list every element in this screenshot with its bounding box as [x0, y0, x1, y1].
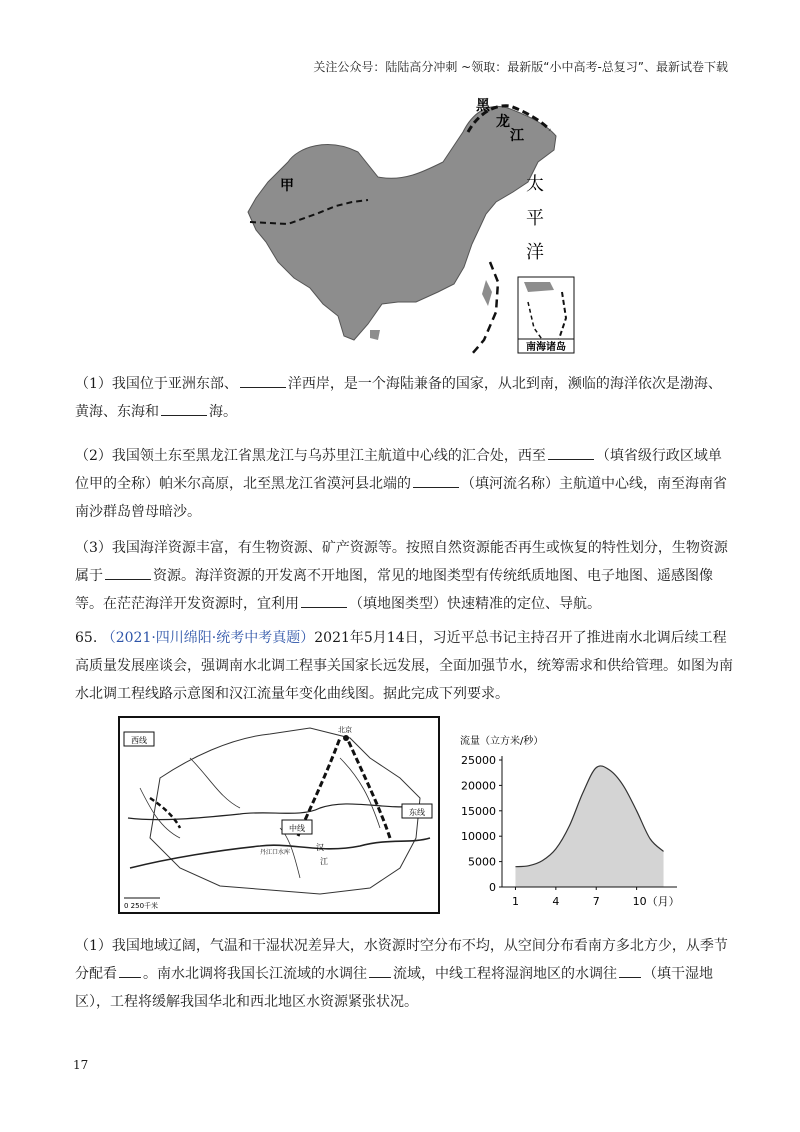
label-ping: 平	[526, 208, 544, 229]
label-beijing: 北京	[338, 726, 352, 734]
question-number: 65.	[75, 630, 98, 646]
answer-blank[interactable]	[369, 963, 391, 978]
y-tick-label: 25000	[461, 754, 496, 767]
answer-blank[interactable]	[301, 593, 347, 608]
label-yang: 洋	[526, 242, 544, 263]
y-tick-label: 20000	[461, 779, 496, 793]
china-map	[228, 92, 580, 360]
answer-blank[interactable]	[119, 963, 141, 978]
east-coast-boundary	[472, 262, 498, 354]
answer-blank[interactable]	[619, 963, 641, 978]
page-number: 17	[73, 1058, 89, 1072]
label-jiang: 江	[320, 857, 328, 866]
label-tai: 太	[526, 174, 544, 195]
y-tick-label: 0	[489, 881, 496, 894]
inset-label: 南海诸岛	[526, 342, 566, 353]
water-diversion-map	[118, 716, 440, 914]
label-danjiangkou: 丹江口水库	[260, 849, 291, 856]
q65-stem: 65. （2021·四川绵阳·统考中考真题）2021年5月14日，习近平总书记主持召开了推进南水北调后续工程高质量发展座谈会，强调南水北调工程事关国家长远发展，全面加强节水，统筹需求和供给管理。如图为南水北调工程线路示意图和汉江流量年变化曲线图。据此完成下列要求。	[75, 630, 733, 702]
label-jiang: 江	[510, 128, 524, 144]
taiwan	[482, 280, 492, 306]
flow-area	[515, 766, 663, 887]
x-tick-label: 4	[552, 895, 560, 908]
label-jia: 甲	[280, 178, 294, 194]
han-river-flow-chart	[452, 730, 692, 915]
q65-part1: （1）我国地域辽阔，气温和干湿状况差异大，水资源时空分布不均，从空间分布看南方多北方少，从季节分配看 。南水北调将我国长江流域的水调往 流域，中线工程将湿润地区的水调往 （填干湿地区），工程将缓解我国华北和西北地区水资源紧张状况。	[75, 938, 728, 1010]
hainan	[370, 330, 380, 340]
q64-part2: （2）我国领土东至黑龙江省黑龙江与乌苏里江主航道中心线的汇合处，西至 （填省级行政区域单位甲的全称）帕米尔高原，北至黑龙江省漠河县北端的 （填河流名称）主航道中心线，南至海南省南沙群岛曾母暗沙。	[75, 442, 735, 526]
answer-blank[interactable]	[161, 401, 207, 416]
label-east-route: 东线	[409, 808, 425, 817]
y-tick-label: 5000	[468, 855, 496, 869]
answer-blank[interactable]	[240, 373, 286, 388]
y-tick-label: 15000	[461, 804, 496, 818]
label-west-route: 西线	[131, 736, 147, 745]
x-tick-label: 7	[592, 895, 600, 908]
q64-part1: （1）我国位于亚洲东部、 洋西岸，是一个海陆兼备的国家，从北到南，濒临的海洋依次是渤海、黄海、东海和 海。	[75, 370, 735, 426]
page-header: 关注公众号：陆陆高分冲刺 ~领取：最新版“小中高考-总复习”、最新试卷下载	[313, 60, 728, 74]
chart-title: 流量（立方米/秒）	[460, 736, 544, 747]
x-tick-label: 10（月）	[632, 895, 680, 908]
x-tick-label: 1	[511, 895, 519, 908]
answer-blank[interactable]	[413, 473, 459, 488]
label-middle-route: 中线	[289, 824, 305, 833]
scale-bar: 0 250千米	[124, 902, 159, 910]
answer-blank[interactable]	[548, 445, 594, 460]
q64-part3: （3）我国海洋资源丰富，有生物资源、矿产资源等。按照自然资源能否再生或恢复的特性划分，生物资源属于 资源。海洋资源的开发离不开地图，常见的地图类型有传统纸质地图、电子地图、遥感图像等。在茫茫海洋开发资源时，宜利用 （填地图类型）快速精准的定位、导航。	[75, 540, 728, 612]
label-long: 龙	[496, 114, 510, 130]
label-han: 汉	[316, 843, 324, 852]
y-tick-label: 10000	[461, 830, 496, 844]
question-source[interactable]: （2021·四川绵阳·统考中考真题）	[101, 630, 315, 646]
answer-blank[interactable]	[105, 565, 151, 580]
label-hei: 黑	[476, 98, 490, 114]
